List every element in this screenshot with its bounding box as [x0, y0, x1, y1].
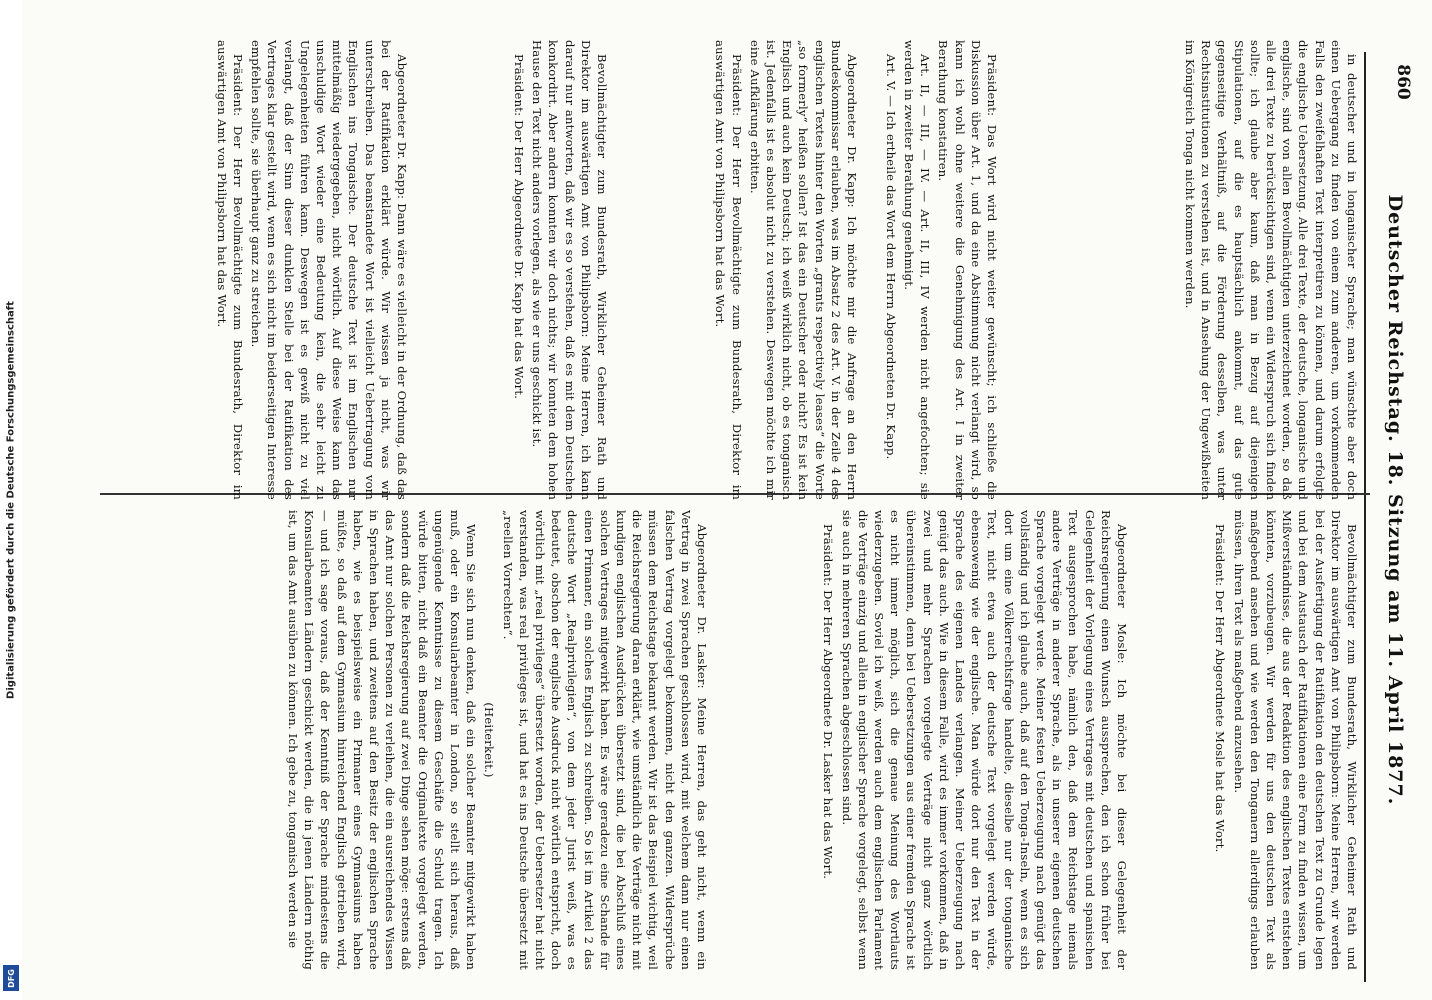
column-8-text: Abgeordneter Dr. Lasker: Meine Herren, das geht nicht, wenn ein Vertrag in zwei Sprachen geschlossen wird, mit welchem dann nur einen falschen Vertrag vorgelegt bekommen, nicht den ganzen. Widersprüche müssen dem Reichstage bekannt werden. Wir ist das Beispiel wichtig, weil die Reichsregierung daran erklärt, wie umständlich die Verträge nicht mit kundigen englischen Ausdrücken übersetzt sind, die bei Abschluß eines solchen Vertrages mitgewirkt haben. Es wäre geradezu eine Schande für einen Primaner, ein solches Englisch zu schreiben. So ist im Artikel 2 das deutsche Wort „Realprivilegien“, von dem jeder Jurist weiß, was es bedeutet, obschon der englische Ausdruck nicht wörtlich entspricht, doch wörtlich mit „real privileges“ übersetzt worden, der Uebersetzer hat nicht verstanden, was real privileges ist, und hat es ins Deutsche übersetzt mit „reellen Vorrechten“. (Heiterkeit.) Wenn Sie sich nun denken, daß ein solcher Beamter mitgewirkt haben muß, oder ein Konsularbeamter in London, so stellt sich heraus, daß ungenügende Kenntnisse zu diesem Geschäfte die Schuld tragen. Ich würde bitten, nicht daß ein Beamter die Originaltexte vorgelegt werden, sondern daß die Reichsregierung auf zwei Dinge sehen möge: erstens daß das Amt nur solchen Personen zu verleihen, die ein ausreichendes Wissen in Sprachen haben, und zweitens auf den Besitz der englischen Sprache haben, wie es beispielsweise ein Primaner eines Gymnasiums haben müßte, so daß auf dem Gymnasium hinreichend Englisch getrieben wird, — und ich sage voraus, daß der Kenntniß der Sprache mindestens die Konsularbeamten Ländern geschickt werden, die in jenen Ländern nöthig ist, um das Amt ausüben zu können. Ich gebe zu, tonganisch werden sie	[285, 510, 709, 970]
column-7-text: Abgeordneter Mosle: Ich möchte bei dieser Gelegenheit der Reichsregierung einen Wunsch aussprechen, den ich schon früher bei Gelegenheit der Vorlegung eines Vertrages mit deutschen und spanischen Text ausgesprochen habe, nämlich den, daß dem Reichstage niemals andere Verträge in anderer Sprache, als in unserer eigenen deutschen Sprache vorgelegt werde. Meiner festen Ueberzeugung nach genügt das vollständig und ich glaube auch, daß auf den Tonga-Inseln, wenn es sich dort um eine Völkerrechtsfrage handelte, dieselbe nur der tonganische Text, nicht etwa auch der deutsche Text vorgelegt werden würde, ebensowenig wie der englische. Man würde dort nur den Text in der Sprache des eigenen Landes verlangen. Meiner Ueberzeugung nach genügt das auch. Wie in diesem Falle, wird es immer vorkommen, daß in zwei und mehr Sprachen vorgelegte Verträge nicht ganz wörtlich übereinstimmen, denn bei Uebersetzungen aus einer fremden Sprache ist es nicht immer möglich, sich die genaue Meinung des Wortlauts wiederzugeben. Soviel ich weiß, werden auch dem englischen Parlament die Verträge einzig und allein in englischer Sprache vorgelegt, selbst wenn sie auch in mehreren Sprachen abgeschlossen sind. Präsident: Der Herr Abgeordnete Dr. Lasker hat das Wort.	[821, 510, 1129, 970]
funding-credit: Digitalisierung gefördert durch die Deutsche Forschungsgemeinschaft	[5, 301, 17, 699]
column-3-text: Abgeordneter Dr. Kapp: Ich möchte mir die Anfrage an den Herrn Bundeskommissar erlauben, was im Absatz 2 des Art. V. in der Zeile 4 des englischen Textes hinter den Worten „grants respectively leases“ die Worte „so formerly“ heißen sollen? Ist das ein Deutscher oder nicht? Es ist kein Englisch und auch kein Deutsch; ich weiß wirklich nicht, ob es tonganisch ist. Jedenfalls ist es absolut nicht zu verstehen. Deswegen möchte ich mir eine Aufklärung erbitten. Präsident: Der Herr Bevollmächtigte zum Bundesrath, Direktor im auswärtigen Amt von Philipsborn hat das Wort.	[713, 40, 859, 500]
running-title: Deutscher Reichstag. 18. Sitzung am 11. April 1877.	[1384, 194, 1406, 806]
column-5-text: Abgeordneter Dr. Kapp: Dann wäre es vielleicht in der Ordnung, daß das bei der Ratifikation erklärt würde. Wir wissen ja nicht, was wir unterschreiben. Das beanstandete Wort ist vielleicht Uebertragung vom Englischen ins Tongaische. Der deutsche Text ist im Englischen nur mittelmäßig wiedergegeben, nicht wörtlich. Auf diese Weise kann das unschuldige Wort wieder eine Bedeutung kein, die sehr leicht zu Ungelegenheiten führen kann. Deswegen ist es gewiß nicht zu viel verlangt, daß der Sinn dieser dunklen Stelle bei der Ratifikation des Vertrages klar gestellt wird, wenn es sich nicht im beiderseitigen Interesse empfehlen sollte, sie überhaupt ganz zu streichen. Präsident: Der Herr Bevollmächtigte zum Bundesrath, Direktor im auswärtigen Amt von Philipsborn hat das Wort.	[214, 40, 409, 500]
header-rule	[1364, 52, 1366, 982]
column-8	[110, 510, 710, 970]
running-head	[1380, 60, 1410, 940]
dfg-logo-icon: DFG	[3, 965, 19, 991]
column-2-text: Präsident: Das Wort wird nicht weiter gewünscht; ich schließe die Diskussion über Art. 1, und da eine Abstimmung nicht verlangt wird, so kann ich wohl ohne weitere die Genehmigung des Art. I in zweiter Berathung konstatiren. Art. II, — III, — IV. — Art. II, III, IV werden nicht angefochten; sie werden in zweiter Berathung genehmigt. Art. V. — Ich ertheile das Wort dem Herrn Abgeordneten Dr. Kapp.	[883, 40, 999, 500]
column-1	[1000, 40, 1360, 500]
column-1-text: in deutscher und in longanischer Sprache; man wünschte aber doch einen Uebergang zu finden von einem zum anderen, um vorkommenden Falls den zweifelhaften Text interpretiren zu können, und darum erfolgte die englische Uebersetzung. Alle drei Texte, der deutsche, longanische und englische, sind von allen Bevollmächtigten unterzeichnet worden, so daß alle drei Texte zu berücksichtigen sind, wenn ein Widerspruch sich finden sollte; ich glaube aber kaum, daß man in Bezug auf diejenigen Stipulationen, auf die es hauptsächlich ankommt, auf das gute gegenseitige Verhältniß, auf die Förderung desselben, was unter Rechtsinstitutionen zu verstehen ist, und in Ansehung der Ungewißheiten im Königreich Tonga nicht kommen werden.	[1182, 40, 1359, 500]
column-3	[620, 40, 860, 500]
page-number: 860	[1392, 64, 1413, 100]
column-4	[420, 40, 610, 500]
column-4-text: Bevollmächtigter zum Bundesrath, Wirklicher Geheimer Rath und Direktor im auswärtigen Amt von Philipsborn: Meine Herren, ich kann darauf nur antworten, daß wir es so verstehen, daß es mit dem Deutschen konkordirt. Aber andern konnten wir doch nichts; wir konnten dem hohen Hause den Text nicht anders vorlegen, als wie er uns geschickt ist. Präsident: Der Herr Abgeordnete Dr. Kapp hat das Wort.	[511, 40, 609, 500]
column-7	[720, 510, 1130, 970]
column-6	[1140, 510, 1360, 970]
column-2	[870, 40, 1000, 500]
column-6-text: Bevollmächtigter zum Bundesrath, Wirklicher Geheimer Rath und Direktor im auswärtigen Amt von Philipsborn: Meine Herren, wir werden bei der Ausfertigung der Ratifikation den deutschen Text zu Grunde legen und bei dem Austausch der Ratifikationen eine Form zu finden wissen, um Mißverständnisse, die aus der Redaktion des englischen Textes entstehen könnten, vorzubeugen. Wir werden für uns den deutschen Text als maßgebend ansehen und wie werden den Tonganern allerdings erlauben müssen, ihren Text als maßgebend anzusehen. Präsident: Der Herr Abgeordnete Mosle hat das Wort.	[1213, 510, 1359, 970]
digitization-sidebar	[0, 0, 22, 1000]
column-5	[110, 40, 410, 500]
